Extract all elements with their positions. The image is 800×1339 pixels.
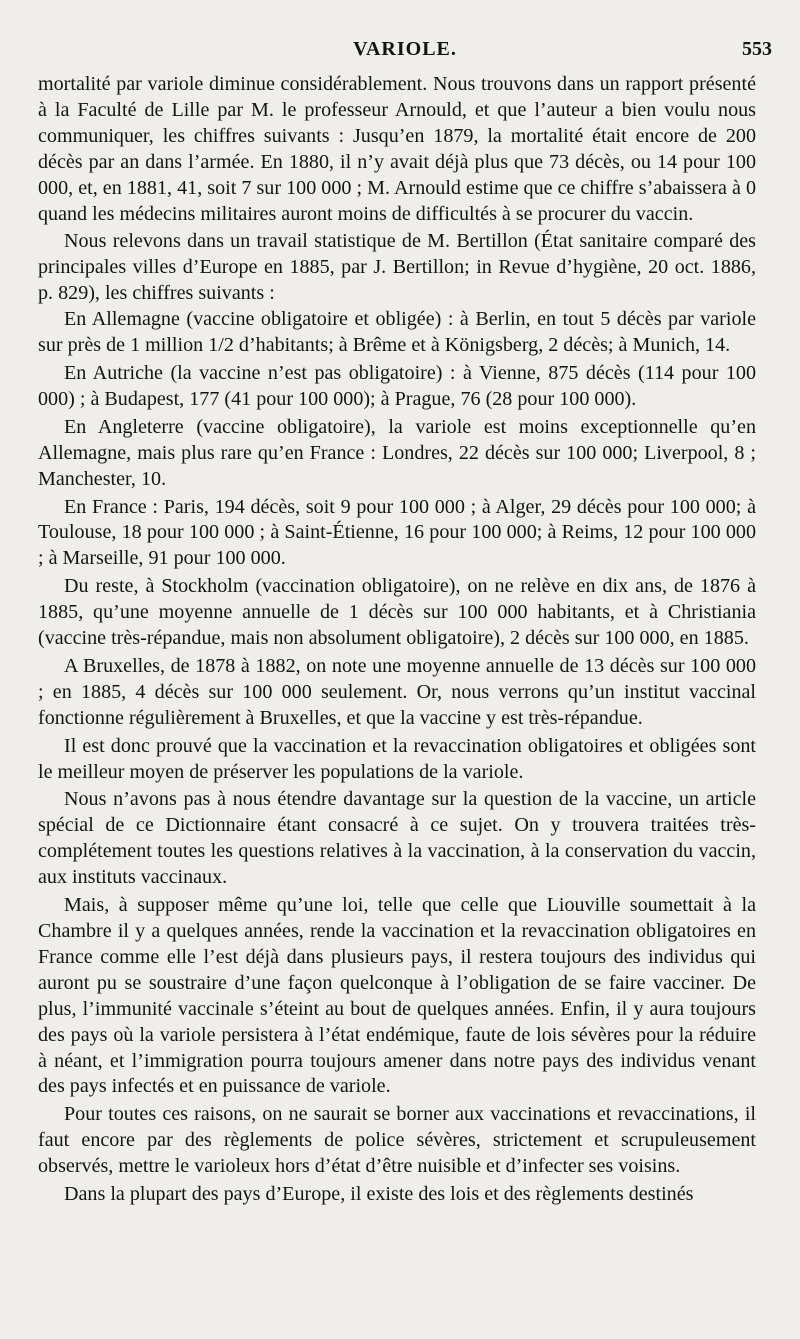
body-text bbox=[38, 72, 756, 1208]
paragraph: Mais, à supposer même qu’une loi, telle que celle que Liouville soumettait à la Chambre il y a quelques années, rende la vaccination et la revaccination obligatoires en France comme elle l’est déjà dans plusieurs pays, il restera toujours des individus qui auront pu se soustraire d’une façon quelconque à l’obligation de se faire vacciner. De plus, l’immunité vaccinale s’éteint au bout de quelques années. Enfin, il y aura toujours des pays où la variole persistera à l’état endémique, faute de lois sévères pour la réduire à néant, et l’immigration pourra toujours amener dans notre pays des individus venant des pays infectés et en puissance de variole. bbox=[38, 894, 756, 1098]
page-header bbox=[38, 38, 772, 68]
paragraph: Nous relevons dans un travail statistique de M. Bertillon (État sanitaire comparé des principales villes d’Europe en 1885, par J. Bertillon; in Revue d’hygiène, 20 oct. 1886, p. 829), les chiffres suivants : bbox=[38, 230, 756, 305]
paragraph: Il est donc prouvé que la vaccination et la revaccination obligatoires et obligées sont le meilleur moyen de préserver les populations de la variole. bbox=[38, 734, 756, 783]
page-number: 553 bbox=[742, 38, 772, 60]
paragraph: Du reste, à Stockholm (vaccination obligatoire), on ne relève en dix ans, de 1876 à 1885, qu’une moyenne annuelle de 1 décès sur 100 000 habitants, et à Christiania (vaccine très-répandue, mais non absolument obligatoire), 2 décès sur 100 000, en 1885. bbox=[38, 575, 756, 650]
running-title: VARIOLE. bbox=[353, 38, 457, 60]
paragraph: En Allemagne (vaccine obligatoire et obligée) : à Berlin, en tout 5 décès par variole sur près de 1 million 1/2 d’habitants; à Brême et à Königsberg, 2 décès; à Munich, 14. bbox=[38, 308, 756, 357]
paragraph: En Angleterre (vaccine obligatoire), la variole est moins exceptionnelle qu’en Allemagne, mais plus rare qu’en France : Londres, 22 décès sur 100 000; Liverpool, 8 ; Manchester, 10. bbox=[38, 415, 756, 490]
paragraph: A Bruxelles, de 1878 à 1882, on note une moyenne annuelle de 13 décès sur 100 000 ; en 1885, 4 décès sur 100 000 seulement. Or, nous verrons qu’un institut vaccinal fonctionne régulièrement à Bruxelles, et que la vaccine y est très-répandue. bbox=[38, 654, 756, 729]
paragraph: En Autriche (la vaccine n’est pas obligatoire) : à Vienne, 875 décès (114 pour 100 000) ; à Budapest, 177 (41 pour 100 000); à Prague, 76 (28 pour 100 000). bbox=[38, 361, 756, 410]
paragraph: Pour toutes ces raisons, on ne saurait se borner aux vaccinations et revaccinations, il faut encore par des règlements de police sévères, strictement et scrupuleusement observés, mettre le varioleux hors d’état d’être nuisible et d’infecter ses voisins. bbox=[38, 1103, 756, 1178]
paragraph: mortalité par variole diminue considérablement. Nous trouvons dans un rapport présenté à la Faculté de Lille par M. le professeur Arnould, et que l’auteur a bien voulu nous communiquer, les chiffres suivants : Jusqu’en 1879, la mortalité était encore de 200 décès par an dans l’armée. En 1880, il n’y avait déjà plus que 73 décès, ou 14 pour 100 000, et, en 1881, 41, soit 7 sur 100 000 ; M. Arnould estime que ce chiffre s’abaissera à 0 quand les médecins militaires auront moins de difficultés à se procurer du vaccin. bbox=[38, 73, 756, 225]
paragraph: Dans la plupart des pays d’Europe, il existe des lois et des règlements destinés bbox=[64, 1183, 694, 1206]
paragraph: En France : Paris, 194 décès, soit 9 pour 100 000 ; à Alger, 29 décès pour 100 000; à Toulouse, 18 pour 100 000 ; à Saint-Étienne, 16 pour 100 000; à Reims, 12 pour 100 000 ; à Marseille, 91 pour 100 000. bbox=[38, 495, 756, 570]
paragraph: Nous n’avons pas à nous étendre davantage sur la question de la vaccine, un article spécial de ce Dictionnaire étant consacré à ce sujet. On y trouvera traitées très-complétement toutes les questions relatives à la vaccination, à la conservation du vaccin, aux instituts vaccinaux. bbox=[38, 788, 756, 889]
